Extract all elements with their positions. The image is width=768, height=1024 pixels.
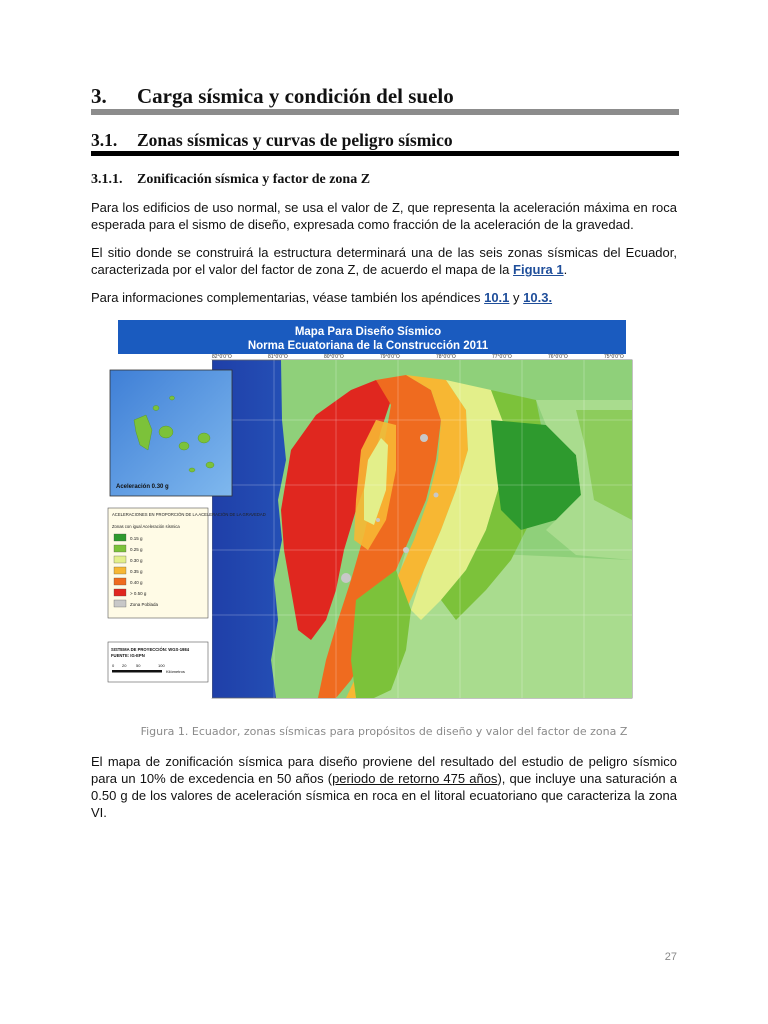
legend-swatch	[114, 589, 126, 596]
heading-2-rule	[91, 151, 679, 156]
heading-1	[91, 84, 679, 109]
heading-3-number: 3.1.1.	[91, 172, 123, 187]
longitude-tick: 82°0'0"O	[212, 354, 232, 360]
heading-1-number: 3.	[91, 84, 107, 108]
longitude-tick: 77°0'0"O	[492, 354, 512, 360]
inset-label: Aceleración 0.30 g	[116, 484, 169, 490]
longitude-tick: 75°0'0"O	[604, 354, 624, 360]
heading-2	[91, 130, 679, 151]
heading-2-text: Zonas sísmicas y curvas de peligro sísmico	[137, 130, 453, 150]
appendix-10-3-link[interactable]: 10.3.	[523, 290, 553, 305]
legend-swatch	[114, 567, 126, 574]
paragraph-4-text: El mapa de zonificación sísmica para diseño proviene del resultado del estudio de peligro sísmico para un 10% de excedencia en 50 años (	[91, 754, 677, 786]
legend-swatch	[114, 534, 126, 541]
projection-text: SISTEMA DE PROYECCIÓN: WGS-1984	[111, 647, 190, 652]
scale-tick: 0	[112, 663, 115, 668]
scale-bar-line	[112, 670, 162, 673]
paragraph-1: Para los edificios de uso normal, se usa el valor de Z, que representa la aceleración máxima en roca esperada para el sismo de diseño, expresada como fracción de la aceleración de la gravedad.	[91, 200, 677, 232]
longitude-tick: 79°0'0"O	[380, 354, 400, 360]
paragraph-3-text: Para informaciones complementarias, véase también los apéndices	[91, 290, 485, 305]
figura-1-link[interactable]: Figura 1	[513, 262, 564, 277]
scale-tick: 100	[158, 663, 165, 668]
longitude-tick: 80°0'0"O	[324, 354, 344, 360]
paragraph-4-end: ), que incluye una saturación a 0.50 g de los valores de aceleración sísmica en roca en el litoral ecuatoriano que caracteriza la zona VI.	[91, 771, 677, 820]
paragraph-3-middle: y	[509, 290, 524, 305]
legend-subtitle: Zonas con igual Aceleración sísmica	[112, 524, 180, 529]
legend-label: Zona Poblada	[130, 602, 159, 607]
longitude-tick: 81°0'0"O	[268, 354, 288, 360]
longitude-tick: 76°0'0"O	[548, 354, 568, 360]
legend-label: 0.15 g	[130, 536, 143, 541]
return-period-text: periodo de retorno 475 años	[332, 771, 498, 786]
legend-title: ACELERACIONES EN PROPORCIÓN DE LA ACELERACIÓN DE LA GRAVEDAD	[112, 512, 266, 517]
map-title-1: Mapa Para Diseño Sísmico	[294, 326, 442, 338]
heading-1-rule	[91, 109, 679, 115]
legend-swatch	[114, 556, 126, 563]
paragraph-2-text: El sitio donde se construirá la estructura determinará una de las seis zonas sísmicas del Ecuador, caracterizada por el valor del factor de zona Z, de acuerdo el mapa de la	[91, 245, 677, 277]
legend-label: 0.30 g	[130, 558, 143, 563]
heading-2-number: 3.1.	[91, 130, 118, 150]
appendix-10-1-link[interactable]: 10.1	[484, 290, 510, 305]
longitude-ticks	[212, 354, 624, 360]
paragraph-2-end: .	[563, 262, 568, 277]
paragraph-4	[91, 753, 677, 821]
legend-label: 0.25 g	[130, 547, 143, 552]
legend-label: 0.35 g	[130, 569, 143, 574]
page-number: 27	[664, 951, 677, 963]
legend-label: 0.40 g	[130, 580, 143, 585]
legend-swatch	[114, 545, 126, 552]
longitude-tick: 78°0'0"O	[436, 354, 456, 360]
heading-3	[91, 172, 679, 188]
paragraph-2	[91, 244, 677, 278]
seismic-map-svg	[106, 320, 646, 706]
seismic-zone-map	[106, 320, 646, 706]
legend-swatch	[114, 578, 126, 585]
heading-1-text: Carga sísmica y condición del suelo	[137, 84, 454, 108]
paragraph-3	[91, 289, 677, 306]
figure-caption: Figura 1. Ecuador, zonas sísmicas para propósitos de diseño y valor del factor de zona Z	[140, 725, 628, 738]
legend-swatch	[114, 600, 126, 607]
source-text: FUENTE: IG-EPN	[111, 653, 145, 658]
scale-tick: 50	[136, 663, 141, 668]
legend-label: > 0.50 g	[130, 591, 147, 596]
map-title-2: Norma Ecuatoriana de la Construcción 2011	[247, 340, 489, 352]
scale-tick: 20	[122, 663, 127, 668]
heading-3-text: Zonificación sísmica y factor de zona Z	[137, 172, 371, 187]
scale-unit: Kilómetros	[166, 669, 185, 674]
